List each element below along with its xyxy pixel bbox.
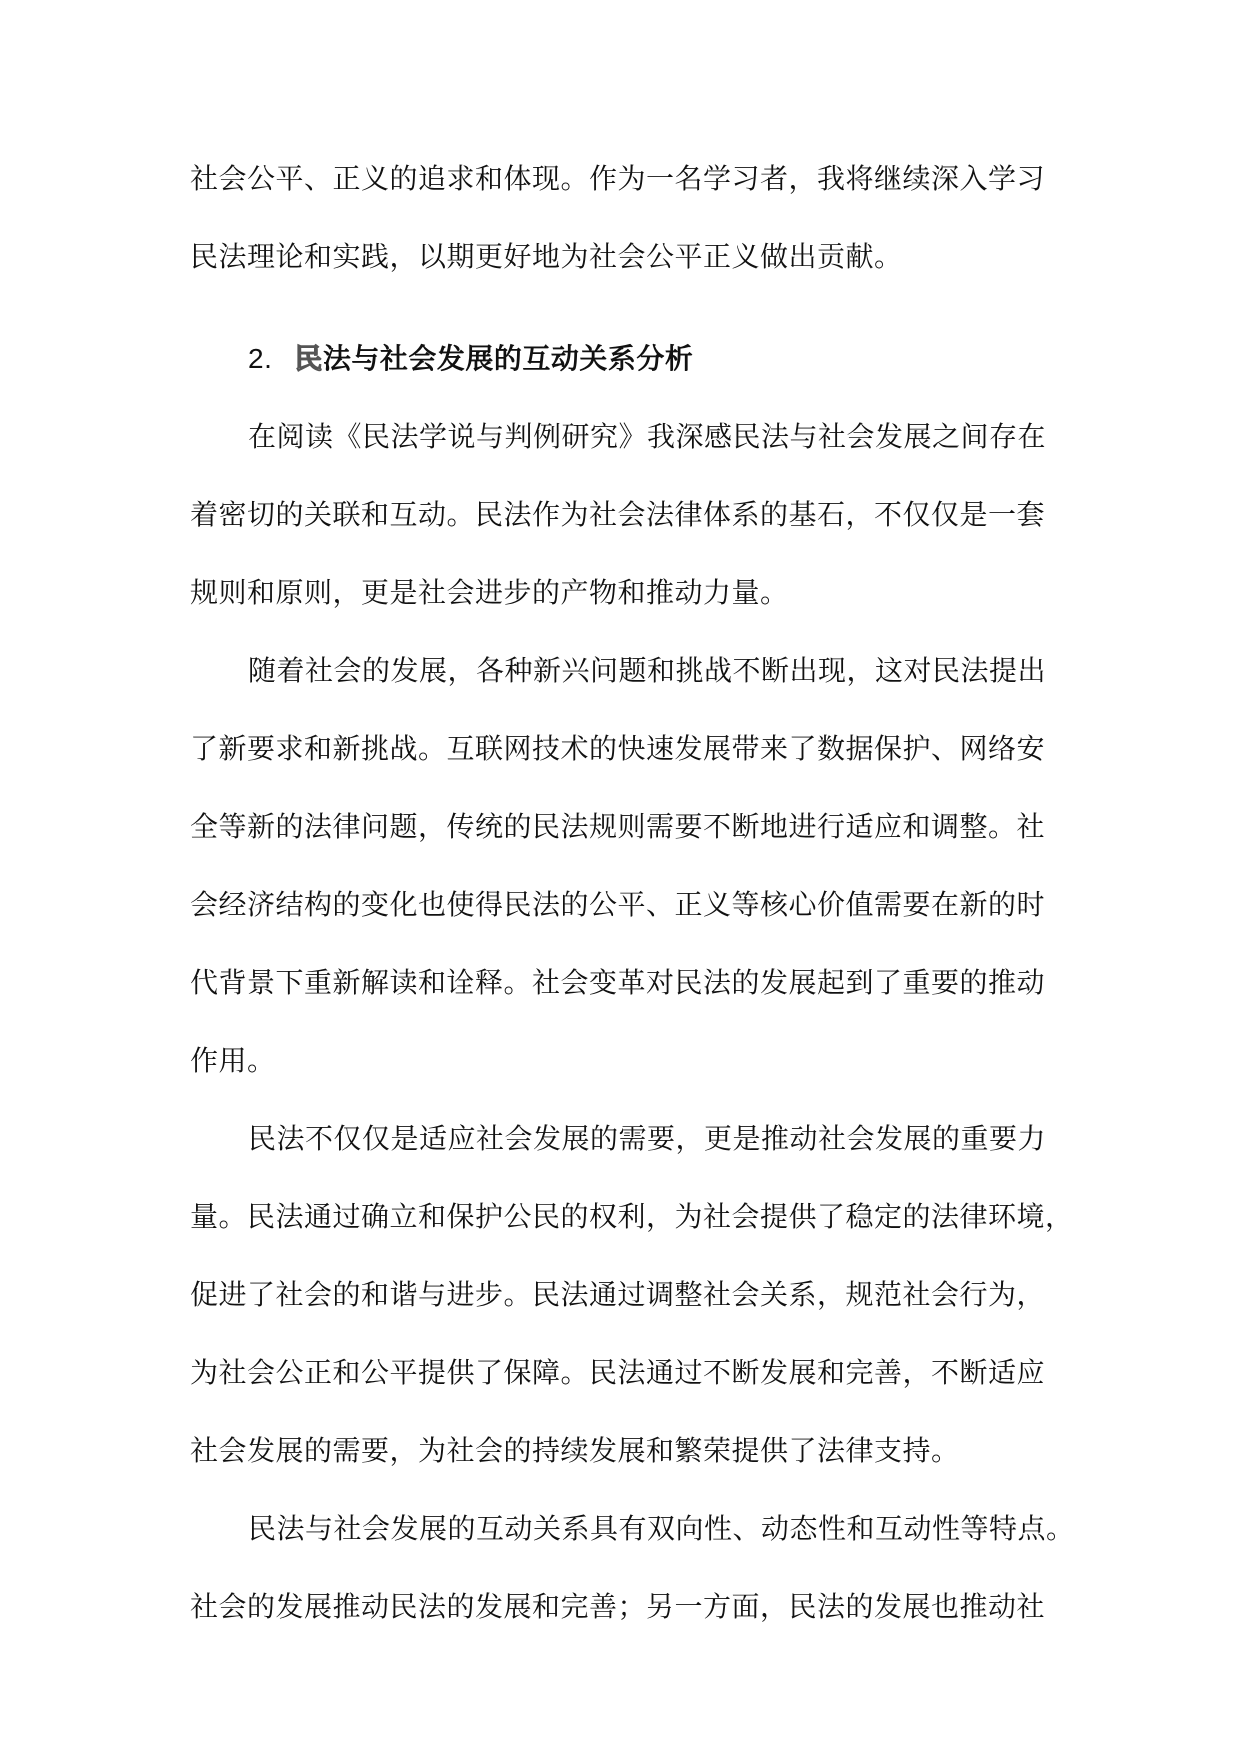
text-line: 代背景下重新解读和诠释。社会变革对民法的发展起到了重要的推动 [190, 966, 1046, 999]
text-line: 会经济结构的变化也使得民法的公平、正义等核心价值需要在新的时 [190, 888, 1046, 921]
text-line: 随着社会的发展，各种新兴问题和挑战不断出现，这对民法提出 [248, 654, 1047, 687]
section-heading [190, 320, 1050, 398]
paragraph-4 [190, 1490, 1075, 1646]
paragraph-2 [190, 632, 1050, 1100]
text-line: 了新要求和新挑战。互联网技术的快速发展带来了数据保护、网络安 [190, 732, 1046, 765]
text-line: 着密切的关联和互动。民法作为社会法律体系的基石，不仅仅是一套 [190, 498, 1046, 531]
text-line: 民法不仅仅是适应社会发展的需要，更是推动社会发展的重要力 [248, 1122, 1047, 1155]
document-page [190, 140, 1075, 1646]
paragraph-3 [190, 1100, 1074, 1490]
text-line: 在阅读《民法学说与判例研究》我深感民法与社会发展之间存在 [248, 420, 1047, 453]
text-line: 量。民法通过确立和保护公民的权利，为社会提供了稳定的法律环境， [190, 1200, 1074, 1233]
text-line: 社会发展的需要，为社会的持续发展和繁荣提供了法律支持。 [190, 1434, 960, 1467]
paragraph-1 [190, 398, 1050, 632]
text-line: 促进了社会的和谐与进步。民法通过调整社会关系，规范社会行为， [190, 1278, 1046, 1311]
text-line: 社会的发展推动民法的发展和完善；另一方面，民法的发展也推动社 [190, 1590, 1046, 1623]
text-line: 全等新的法律问题，传统的民法规则需要不断地进行适应和调整。社 [190, 810, 1046, 843]
section-title-first-char: 民 [294, 342, 323, 375]
section-number: 2. [248, 343, 273, 374]
text-line: 为社会公正和公平提供了保障。民法通过不断发展和完善，不断适应 [190, 1356, 1046, 1389]
section-title: 法与社会发展的互动关系分析 [322, 342, 694, 375]
text-line: 规则和原则，更是社会进步的产物和推动力量。 [190, 576, 789, 609]
text-line: 民法理论和实践，以期更好地为社会公平正义做出贡献。 [190, 240, 903, 273]
intro-paragraph [190, 140, 1050, 296]
text-line: 民法与社会发展的互动关系具有双向性、动态性和互动性等特点。 [248, 1512, 1075, 1545]
text-line: 社会公平、正义的追求和体现。作为一名学习者，我将继续深入学习 [190, 162, 1046, 195]
text-line: 作用。 [190, 1044, 276, 1077]
